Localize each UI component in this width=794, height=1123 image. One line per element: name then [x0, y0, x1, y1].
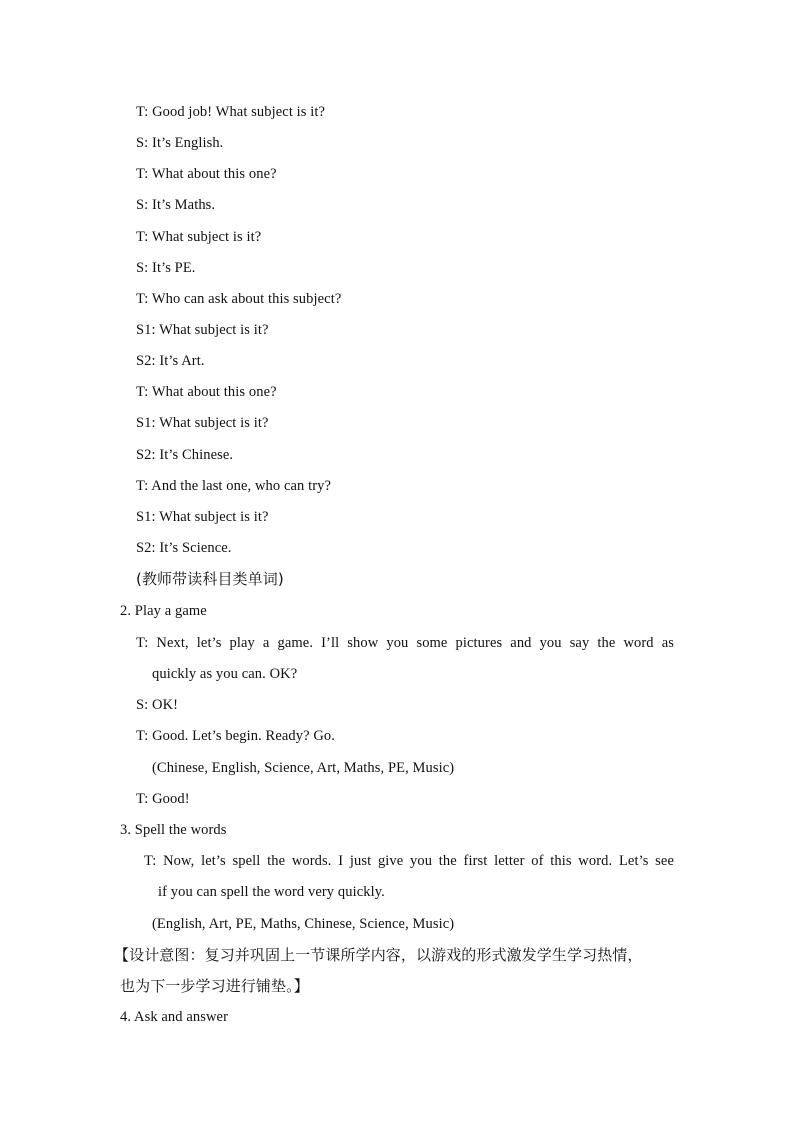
dialogue-line: S2: It’s Science. [136, 540, 232, 556]
dialogue-line: S2: It’s Art. [136, 353, 205, 369]
dialogue-line: T: Next, let’s play a game. I’ll show you some pictures and you say the word as [136, 635, 674, 651]
dialogue-line: S: It’s PE. [136, 260, 196, 276]
dialogue-line: S: It’s English. [136, 135, 224, 151]
dialogue-line: T: What subject is it? [136, 229, 262, 245]
dialogue-line: S2: It’s Chinese. [136, 447, 234, 463]
dialogue-line: S: It’s Maths. [136, 197, 216, 213]
dialogue-line: T: What about this one? [136, 384, 277, 400]
design-intent: 也为下一步学习进行铺垫。】 [120, 977, 309, 995]
dialogue-line: S: OK! [136, 697, 179, 713]
design-intent: 【设计意图：复习并巩固上一节课所学内容，以游戏的形式激发学生学习热情， [114, 946, 643, 964]
dialogue-line: T: Good job! What subject is it? [136, 104, 326, 120]
dialogue-line: S1: What subject is it? [136, 509, 269, 525]
dialogue-line: T: What about this one? [136, 166, 277, 182]
word-list: (Chinese, English, Science, Art, Maths, PE, Music) [152, 760, 455, 776]
section-heading: 4. Ask and answer [120, 1009, 229, 1025]
dialogue-line: T: Who can ask about this subject? [136, 291, 342, 307]
dialogue-line: T: Good! [136, 791, 190, 807]
section-heading: 3. Spell the words [120, 822, 227, 838]
dialogue-line: S1: What subject is it? [136, 322, 269, 338]
dialogue-line: T: Now, let’s spell the words. I just give you the first letter of this word. Let’s see [144, 853, 674, 869]
dialogue-line: T: And the last one, who can try? [136, 478, 332, 494]
teacher-note: (教师带读科目类单词) [136, 570, 284, 588]
word-list: (English, Art, PE, Maths, Chinese, Science, Music) [152, 916, 455, 932]
dialogue-line: T: Good. Let’s begin. Ready? Go. [136, 728, 335, 744]
section-heading: 2. Play a game [120, 603, 207, 619]
dialogue-line-continued: quickly as you can. OK? [152, 666, 298, 682]
dialogue-line: S1: What subject is it? [136, 415, 269, 431]
dialogue-line-continued: if you can spell the word very quickly. [158, 884, 385, 900]
